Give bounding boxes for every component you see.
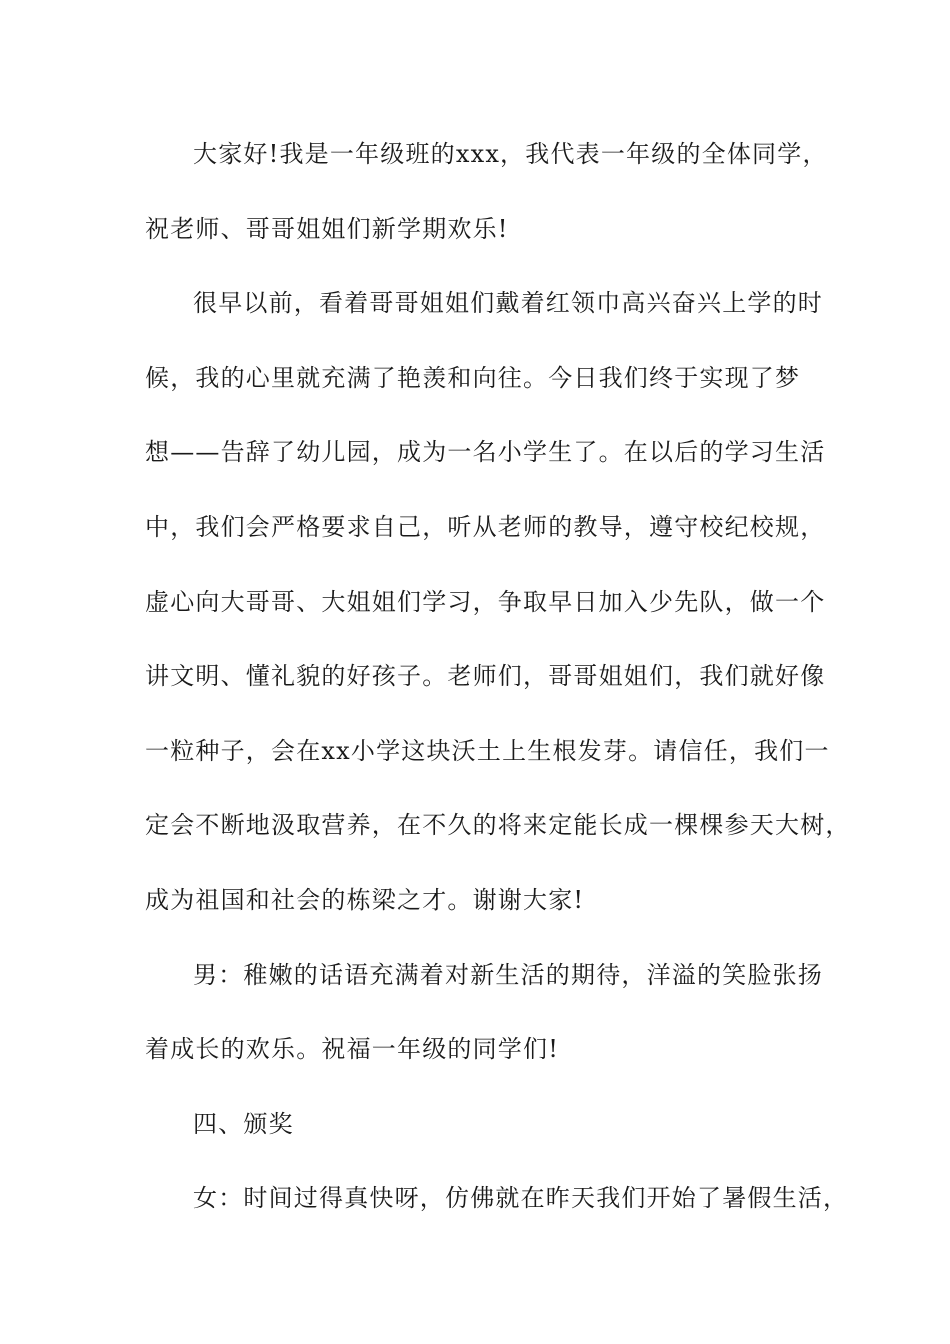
text-line: 一粒种子，会在xx小学这块沃土上生根发芽。请信任，我们一 [145,736,830,765]
text-line: 候，我的心里就充满了艳羡和向往。今日我们终于实现了梦 [145,363,801,392]
text-line: 着成长的欢乐。祝福一年级的同学们! [145,1035,560,1064]
text-line: 中，我们会严格要求自己，听从老师的教导，遵守校纪校规， [145,512,826,541]
text-line: 成为祖国和社会的栋梁之才。谢谢大家! [145,885,585,914]
text-line: 女：时间过得真快呀，仿佛就在昨天我们开始了暑假生活， [193,1184,849,1213]
text-line: 想——告辞了幼儿园，成为一名小学生了。在以后的学习生活 [145,438,826,467]
section-heading: 四、颁奖 [193,1109,294,1138]
text-line: 定会不断地汲取营养，在不久的将来定能长成一棵棵参天大树， [145,811,851,840]
text-line: 很早以前，看着哥哥姐姐们戴着红领巾高兴奋兴上学的时 [193,289,823,318]
document-body [145,132,851,1251]
text-line: 讲文明、懂礼貌的好孩子。老师们，哥哥姐姐们，我们就好像 [145,662,826,691]
text-line: 大家好!我是一年级班的xxx，我代表一年级的全体同学， [193,140,828,168]
text-line: 男：稚嫩的话语充满着对新生活的期待，洋溢的笑脸张扬 [193,960,823,989]
text-line: 祝老师、哥哥姐姐们新学期欢乐! [145,214,509,243]
text-line: 虚心向大哥哥、大姐姐们学习，争取早日加入少先队，做一个 [145,587,826,616]
